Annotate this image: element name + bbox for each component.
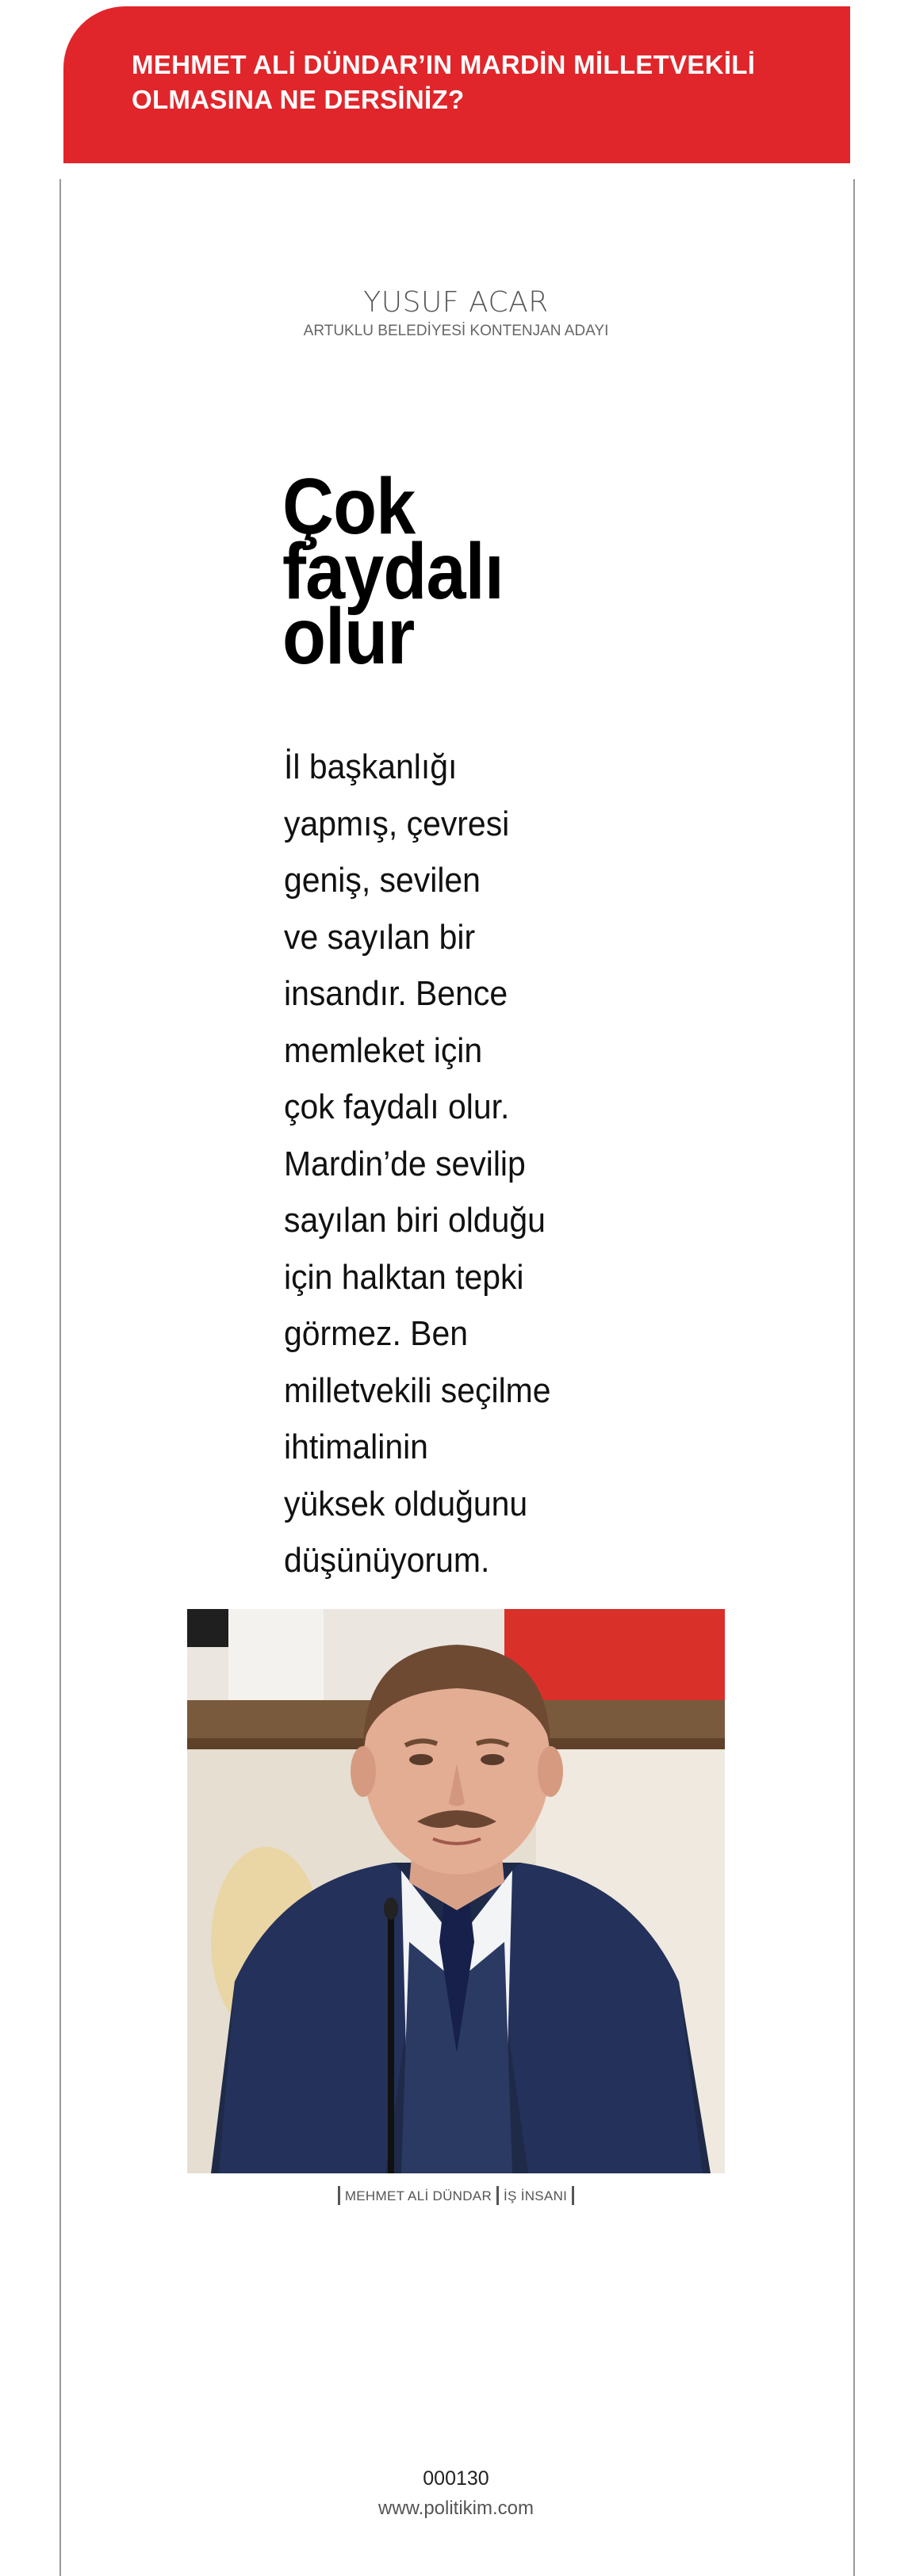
caption-divider [496, 2186, 499, 2205]
body-line: için halktan tepki [284, 1257, 524, 1297]
page-footer [0, 2465, 912, 2522]
caption-divider [338, 2186, 340, 2205]
caption-divider [572, 2186, 574, 2205]
body-line: memleket için [284, 1030, 483, 1070]
body-line: İl başkanlığı [284, 747, 458, 786]
caption-role: İŞ İNSANI [504, 2188, 568, 2203]
body-line: yapmış, çevresi [284, 804, 510, 843]
article-headline [282, 462, 554, 681]
page-number: 000130 [423, 2467, 489, 2490]
author-title: ARTUKLU BELEDİYESİ KONTENJAN ADAYI [303, 323, 609, 339]
portrait-illustration [187, 1609, 725, 2173]
author-name: YUSUF ACAR [363, 286, 549, 319]
headline-line: Çok [282, 462, 416, 551]
body-line: insandır. Bence [284, 974, 508, 1013]
article-body [284, 739, 579, 1589]
right-page-rule [853, 179, 855, 2576]
website-link[interactable]: www.politikim.com [377, 2498, 535, 2519]
body-line: geniş, sevilen [284, 861, 481, 900]
body-line: görmez. Ben [284, 1314, 469, 1353]
banner-question: MEHMET ALİ DÜNDAR’IN MARDİN MİLLETVEKİLİ OLMASINA NE DERSİNİZ? [132, 50, 756, 114]
body-line: sayılan biri olduğu [284, 1201, 546, 1240]
question-banner [63, 6, 850, 163]
body-line: düşünüyorum. [284, 1541, 490, 1580]
caption-name: MEHMET ALİ DÜNDAR [344, 2188, 492, 2203]
body-line: ve sayılan bir [284, 917, 476, 957]
body-line: ihtimalinin [284, 1428, 428, 1466]
portrait-photo [187, 1609, 725, 2173]
headline-line: faydalı [282, 527, 504, 616]
body-line: Mardin’de sevilip [284, 1144, 526, 1183]
headline-line: olur [282, 592, 415, 681]
body-line: yüksek olduğunu [284, 1484, 528, 1523]
left-page-rule [59, 179, 61, 2576]
body-line: çok faydalı olur. [284, 1087, 510, 1126]
body-line: milletvekili seçilme [284, 1370, 551, 1410]
photo-caption [0, 2186, 912, 2205]
byline [0, 285, 912, 341]
